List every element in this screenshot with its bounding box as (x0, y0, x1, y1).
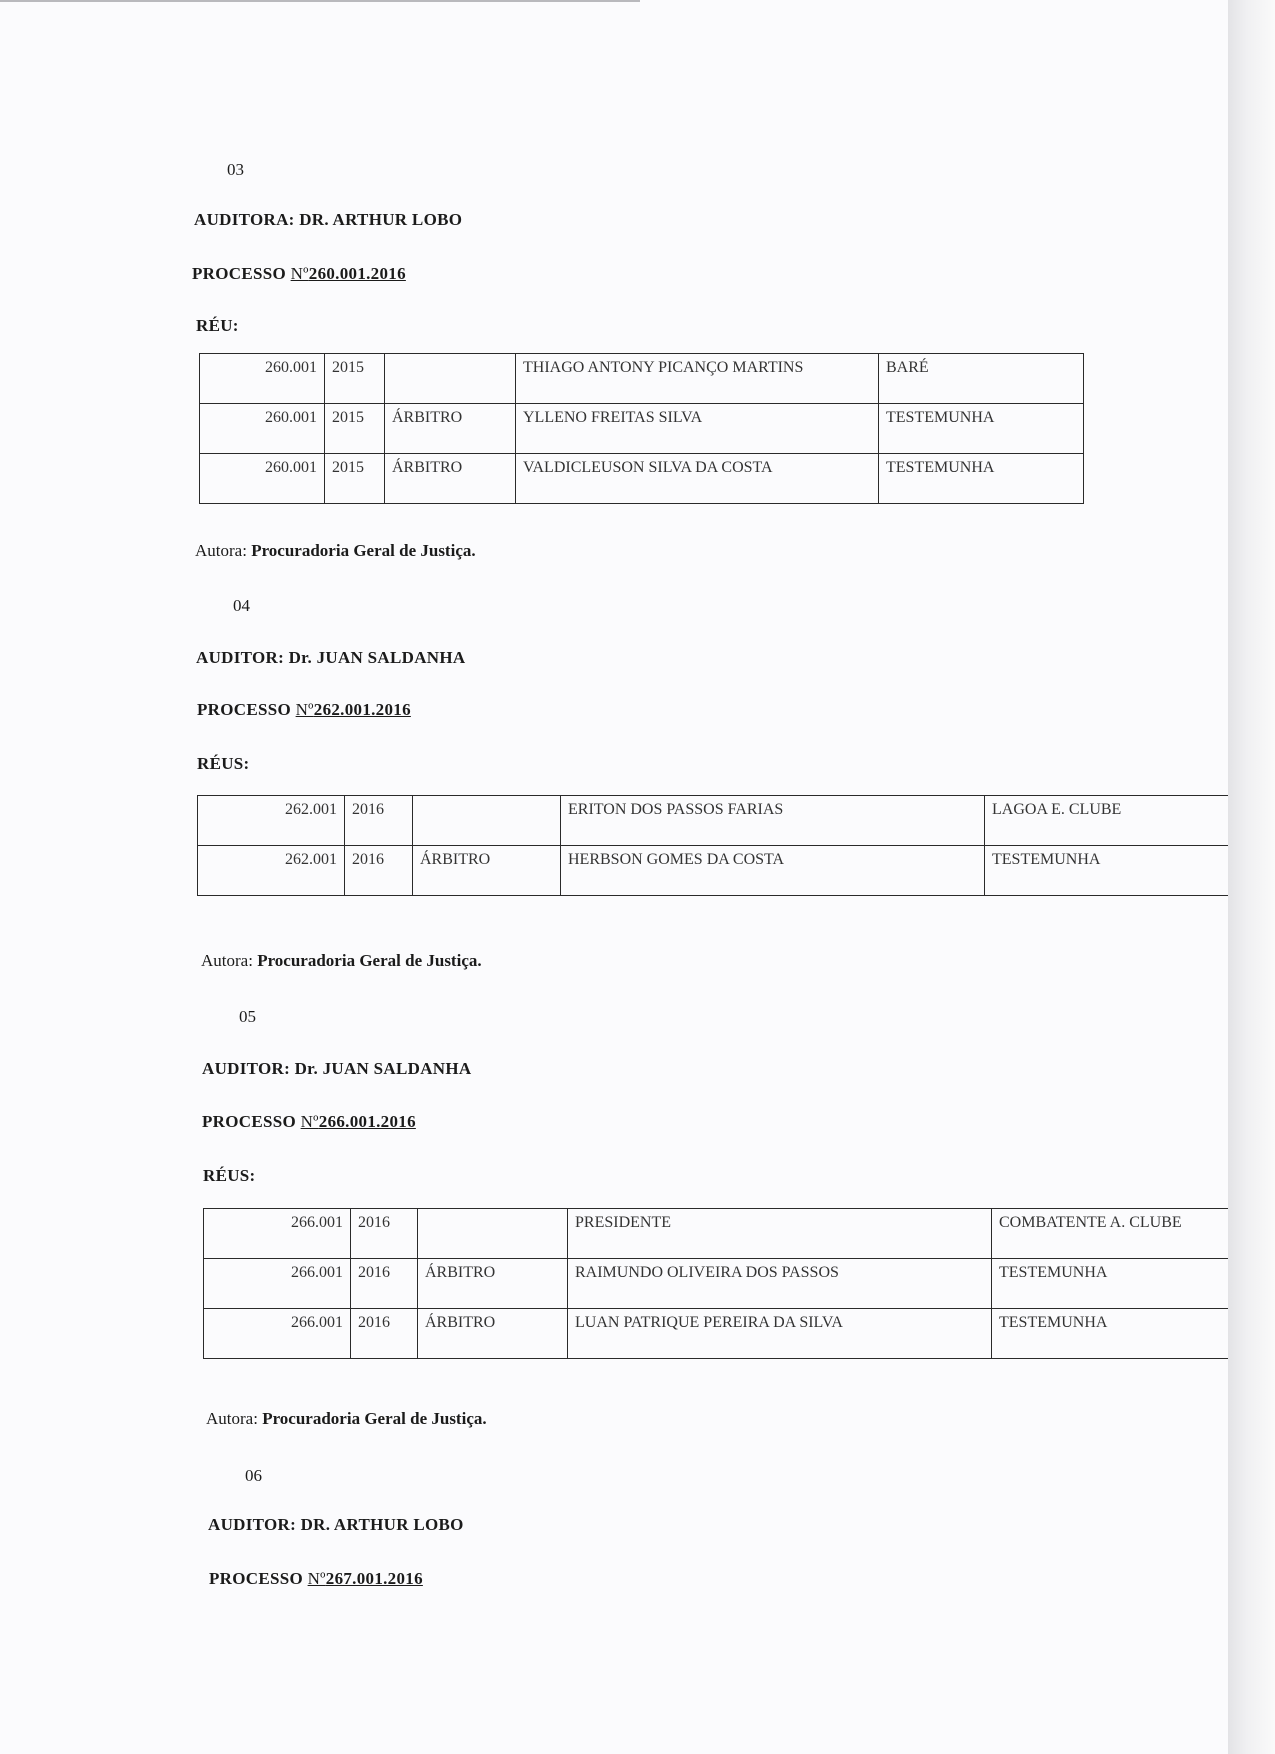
auditor-name: Dr. JUAN SALDANHA (294, 1059, 472, 1078)
table-cell: TESTEMUNHA (879, 454, 1084, 504)
table-row (200, 404, 1084, 454)
autora-label: Autora: (206, 1409, 258, 1428)
auditor-name: DR. ARTHUR LOBO (299, 210, 463, 229)
table-cell: TESTEMUNHA (992, 1309, 1235, 1359)
table-cell: 2016 (351, 1309, 418, 1359)
table-cell (385, 354, 516, 404)
processo-number: 266.001.2016 (318, 1112, 416, 1131)
auditor-label: AUDITOR: (202, 1059, 291, 1078)
table-row (204, 1209, 1235, 1259)
table-cell: 2015 (325, 404, 385, 454)
table-cell: 260.001 (200, 404, 325, 454)
processo-n: Nº (300, 1112, 319, 1131)
section-number: 06 (245, 1466, 262, 1485)
processo-line (202, 1112, 416, 1132)
auditor-label: AUDITOR: (196, 648, 285, 667)
scan-edge-line (0, 0, 640, 2)
table-cell: 262.001 (198, 846, 345, 896)
table-cell: ÁRBITRO (418, 1309, 568, 1359)
table-cell: RAIMUNDO OLIVEIRA DOS PASSOS (568, 1259, 992, 1309)
table-cell: ÁRBITRO (413, 846, 561, 896)
auditor-name: DR. ARTHUR LOBO (300, 1515, 464, 1534)
auditor-label: AUDITOR: (208, 1515, 297, 1534)
autora-line (206, 1409, 487, 1429)
table-cell: 2015 (325, 354, 385, 404)
section-number: 04 (233, 596, 250, 615)
table-cell: TESTEMUNHA (879, 404, 1084, 454)
table-cell: 266.001 (204, 1309, 351, 1359)
processo-n: Nº (295, 700, 314, 719)
auditor-line (208, 1515, 464, 1535)
autora-value: Procuradoria Geral de Justiça. (262, 1409, 487, 1428)
table-cell: VALDICLEUSON SILVA DA COSTA (516, 454, 879, 504)
table-row (198, 796, 1231, 846)
table-row (198, 846, 1231, 896)
processo-label: PROCESSO (202, 1112, 297, 1131)
auditor-line (202, 1059, 471, 1079)
processo-label: PROCESSO (197, 700, 292, 719)
table-cell: TESTEMUNHA (985, 846, 1231, 896)
auditor-line (196, 648, 465, 668)
autora-value: Procuradoria Geral de Justiça. (257, 951, 482, 970)
section-number: 05 (239, 1007, 256, 1026)
section-number: 03 (227, 160, 244, 179)
table-cell: 262.001 (198, 796, 345, 846)
table-cell: THIAGO ANTONY PICANÇO MARTINS (516, 354, 879, 404)
table-cell: HERBSON GOMES DA COSTA (561, 846, 985, 896)
processo-label: PROCESSO (192, 264, 287, 283)
autora-label: Autora: (201, 951, 253, 970)
table-cell: BARÉ (879, 354, 1084, 404)
processo-n: Nº (307, 1569, 326, 1588)
table-cell: 2016 (345, 796, 413, 846)
reu-label: RÉU: (196, 316, 239, 335)
table-cell: LAGOA E. CLUBE (985, 796, 1231, 846)
table-row (204, 1259, 1235, 1309)
scan-edge-shadow (1228, 0, 1275, 1754)
table-row (200, 354, 1084, 404)
processo-number: 260.001.2016 (308, 264, 406, 283)
table-cell: TESTEMUNHA (992, 1259, 1235, 1309)
table-row (204, 1309, 1235, 1359)
autora-line (201, 951, 482, 971)
table-cell: ÁRBITRO (385, 404, 516, 454)
table-cell (413, 796, 561, 846)
autora-label: Autora: (195, 541, 247, 560)
autora-value: Procuradoria Geral de Justiça. (251, 541, 476, 560)
reu-label: RÉUS: (197, 754, 250, 773)
processo-line (197, 700, 411, 720)
table-cell: 2015 (325, 454, 385, 504)
table-cell: 2016 (351, 1259, 418, 1309)
auditor-label: AUDITORA: (194, 210, 295, 229)
table-cell: 2016 (345, 846, 413, 896)
auditor-line (194, 210, 462, 230)
autora-line (195, 541, 476, 561)
table-cell: PRESIDENTE (568, 1209, 992, 1259)
processo-n: Nº (290, 264, 309, 283)
table-cell (418, 1209, 568, 1259)
table-cell: COMBATENTE A. CLUBE (992, 1209, 1235, 1259)
processo-number: 267.001.2016 (325, 1569, 423, 1588)
table-cell: 2016 (351, 1209, 418, 1259)
reu-table (203, 1208, 1235, 1359)
table-cell: 260.001 (200, 454, 325, 504)
reu-table (197, 795, 1231, 896)
table-cell: ÁRBITRO (385, 454, 516, 504)
reu-label: RÉUS: (203, 1166, 256, 1185)
table-cell: 266.001 (204, 1259, 351, 1309)
table-cell: LUAN PATRIQUE PEREIRA DA SILVA (568, 1309, 992, 1359)
table-row (200, 454, 1084, 504)
table-cell: 266.001 (204, 1209, 351, 1259)
processo-line (209, 1569, 423, 1589)
table-cell: 260.001 (200, 354, 325, 404)
reu-table (199, 353, 1084, 504)
processo-number: 262.001.2016 (313, 700, 411, 719)
table-cell: ÁRBITRO (418, 1259, 568, 1309)
table-cell: YLLENO FREITAS SILVA (516, 404, 879, 454)
auditor-name: Dr. JUAN SALDANHA (288, 648, 466, 667)
table-cell: ERITON DOS PASSOS FARIAS (561, 796, 985, 846)
processo-label: PROCESSO (209, 1569, 304, 1588)
processo-line (192, 264, 406, 284)
